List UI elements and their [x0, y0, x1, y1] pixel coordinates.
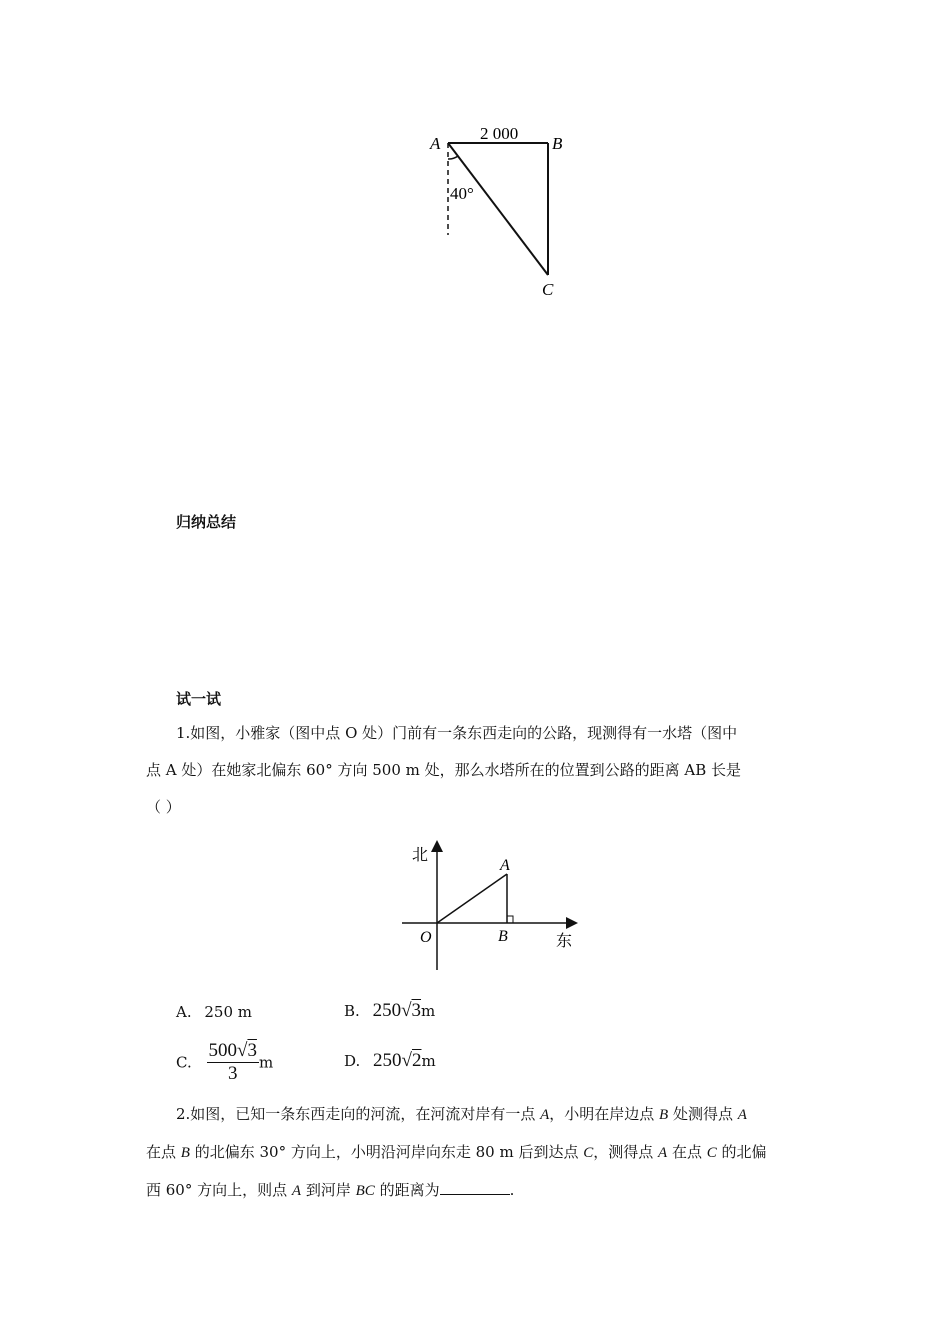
option-c-unit: m	[258, 1053, 274, 1072]
point-a: A	[291, 1183, 302, 1199]
q2-line-2	[146, 1134, 806, 1172]
option-b[interactable]	[344, 1000, 435, 1022]
point-b: B	[659, 1107, 669, 1123]
segment-ac	[448, 143, 548, 275]
q2-text: 的北偏东 30° 方向上，小明沿河岸向东走 80 m 后到达点	[189, 1143, 584, 1161]
q2-text: 在点	[667, 1143, 707, 1161]
q1-line-2: 点 A 处）在她家北偏东 60° 方向 500 m 处，那么水塔所在的位置到公路的距离 AB 长是	[146, 761, 742, 779]
label-b: B	[552, 134, 563, 153]
question-1-text	[146, 715, 806, 826]
option-c-num-coef: 500	[208, 1040, 237, 1061]
option-a-letter: A.	[176, 1003, 192, 1021]
segment-oa	[437, 874, 507, 923]
right-angle-mark	[507, 916, 513, 923]
summary-heading: 归纳总结	[176, 513, 237, 531]
try-heading: 试一试	[176, 690, 222, 708]
option-d-radicand: 2	[411, 1050, 422, 1071]
q2-text: .	[509, 1181, 515, 1199]
angle-label: 40°	[450, 184, 474, 203]
option-d-letter: D.	[344, 1052, 361, 1070]
option-a-value: 250 m	[204, 1003, 253, 1021]
q2-text: 在点	[146, 1143, 181, 1161]
option-b-unit: m	[421, 1002, 436, 1020]
point-c: C	[706, 1145, 717, 1161]
option-c-radicand: 3	[247, 1040, 257, 1061]
radical-sign: √	[237, 1040, 248, 1061]
option-c-numerator	[207, 1040, 259, 1063]
q2-text: 的距离为	[374, 1181, 440, 1199]
triangle-figure	[420, 115, 580, 305]
option-b-coef: 250	[372, 1000, 402, 1021]
east-label: 东	[556, 933, 573, 950]
q2-text: 到河岸	[301, 1181, 356, 1199]
radical-sign: √	[401, 1000, 412, 1021]
point-b: B	[180, 1145, 190, 1161]
q2-text: ，测得点	[593, 1143, 659, 1161]
label-b: B	[498, 928, 508, 945]
angle-arc	[448, 156, 458, 159]
q2-line-1	[146, 1096, 806, 1134]
label-o: O	[420, 929, 432, 946]
q1-line-1: 1.如图，小雅家（图中点 O 处）门前有一条东西走向的公路，现测得有一水塔（图中	[176, 724, 738, 742]
option-d-coef: 250	[373, 1050, 402, 1071]
q2-text: ，小明在岸边点	[549, 1105, 660, 1123]
length-ab-label: 2 000	[480, 124, 519, 143]
q2-line-3	[146, 1172, 806, 1210]
option-c[interactable]	[176, 1040, 273, 1085]
point-a: A	[658, 1145, 668, 1161]
option-d-unit: m	[421, 1052, 436, 1070]
north-label: 北	[412, 847, 429, 864]
q2-text: 的北偏	[716, 1143, 767, 1161]
label-c: C	[542, 280, 554, 299]
option-c-letter: C.	[176, 1053, 192, 1072]
option-c-fraction	[207, 1040, 259, 1085]
q2-text: 2.如图，已知一条东西走向的河流，在河流对岸有一点	[176, 1105, 541, 1123]
radical-sign: √	[401, 1050, 412, 1071]
point-c: C	[583, 1145, 594, 1161]
question-2-text	[146, 1096, 806, 1210]
q2-text: 处测得点	[668, 1105, 738, 1123]
option-b-letter: B.	[344, 1002, 360, 1020]
q1-line-3: （ ）	[146, 798, 181, 816]
option-b-radicand: 3	[411, 1000, 422, 1021]
point-a: A	[737, 1107, 747, 1123]
label-a: A	[500, 857, 510, 874]
option-a[interactable]	[176, 1003, 252, 1021]
label-a: A	[430, 134, 441, 153]
segment-bc: BC	[355, 1183, 375, 1199]
option-d[interactable]	[344, 1050, 436, 1072]
point-a: A	[540, 1107, 550, 1123]
answer-blank[interactable]	[440, 1180, 510, 1195]
direction-figure	[400, 838, 585, 973]
option-c-denominator: 3	[227, 1063, 238, 1084]
q2-text: 西 60° 方向上，则点	[146, 1181, 292, 1199]
